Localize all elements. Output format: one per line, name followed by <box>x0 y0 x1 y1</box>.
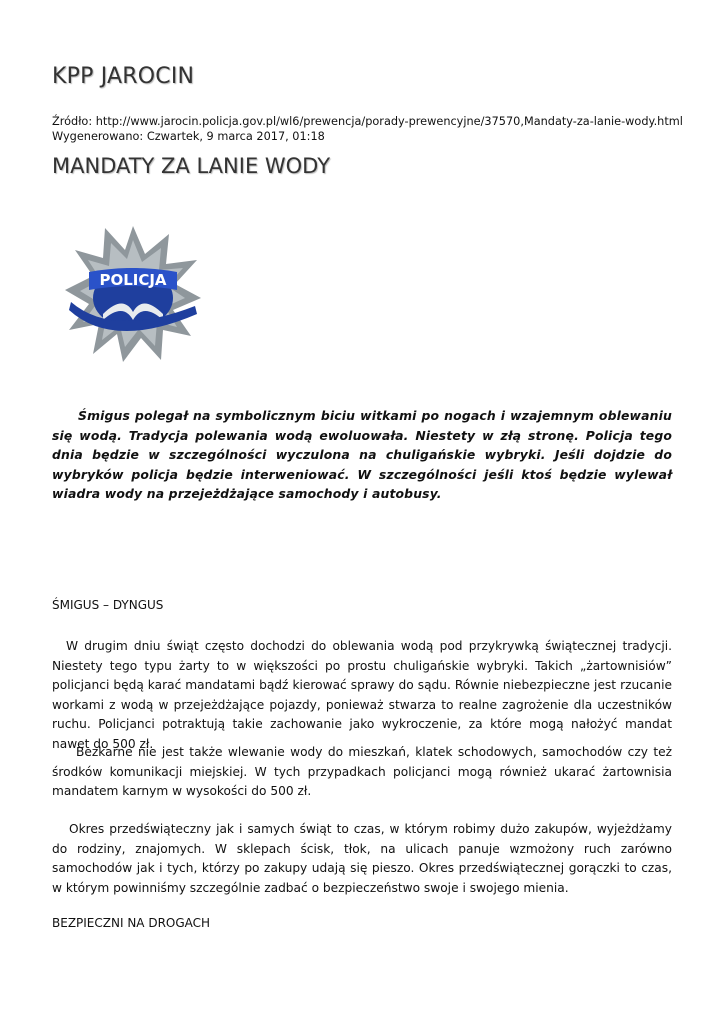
section-heading-smigus: ŚMIGUS – DYNGUS <box>52 598 164 612</box>
generated-line: Wygenerowano: Czwartek, 9 marca 2017, 01:18 <box>52 130 325 143</box>
paragraph-1: W drugim dniu świąt często dochodzi do oblewania wodą pod przykrywką świątecznej tradycji. Niestety tego typu żarty to w większości po prostu chuligańskie wybryki. Takich „żartownisiów” policjanci będą karać mandatami bądź kierować sprawy do sądu. Równie niebezpieczne jest rzucanie workami z wodą w przejeżdżające pojazdy, ponieważ stwarza to realne zagrożenie dla uczestników ruchu. Policjanci potraktują takie zachowanie jako wykroczenie, za które mogą nałożyć mandat nawet do 500 zł. <box>52 639 672 751</box>
article-title: MANDATY ZA LANIE WODY <box>52 154 331 178</box>
section-heading-roads: BEZPIECZNI NA DROGACH <box>52 916 211 930</box>
document-meta <box>52 114 683 144</box>
paragraph-2: Bezkarne nie jest także wlewanie wody do mieszkań, klatek schodowych, samochodów czy też środków komunikacji miejskiej. W tych przypadkach policjanci mogą również ukarać żartownisia mandatem karnym w wysokości do 500 zł. <box>52 745 672 798</box>
paragraph-3: Okres przedświąteczny jak i samych świąt to czas, w którym robimy dużo zakupów, wyjeżdżamy do rodziny, znajomych. W sklepach ścisk, tłok, na ulicach panuje wzmożony ruch zarówno samochodów jak i tych, którzy po zakupy udają się pieszo. Okres przedświątecznej gorączki to czas, w którym powinniśmy szczególnie zadbać o bezpieczeństwo swoje i swojego mienia. <box>52 822 672 895</box>
police-logo <box>54 224 212 364</box>
article-lead: Śmigus polegał na symbolicznym biciu witkami po nogach i wzajemnym oblewaniu się wodą. Tradycja polewania wodą ewoluowała. Niestety w złą stronę. Policja tego dnia będzie w szczególności wyczulona na chuligańskie wybryki. Jeśli dojdzie do wybryków policja będzie interweniować. W szczególności jeśli ktoś będzie wylewał wiadra wody na przejeżdżające samochody i autobusy. <box>52 408 672 501</box>
police-star-icon <box>54 224 212 364</box>
source-line: Źródło: http://www.jarocin.policja.gov.pl/wl6/prewencja/porady-prewencyjne/37570,Mandaty-za-lanie-wody.html <box>52 115 683 128</box>
logo-text: POLICJA <box>99 271 167 289</box>
site-title: KPP JAROCIN <box>52 64 195 89</box>
